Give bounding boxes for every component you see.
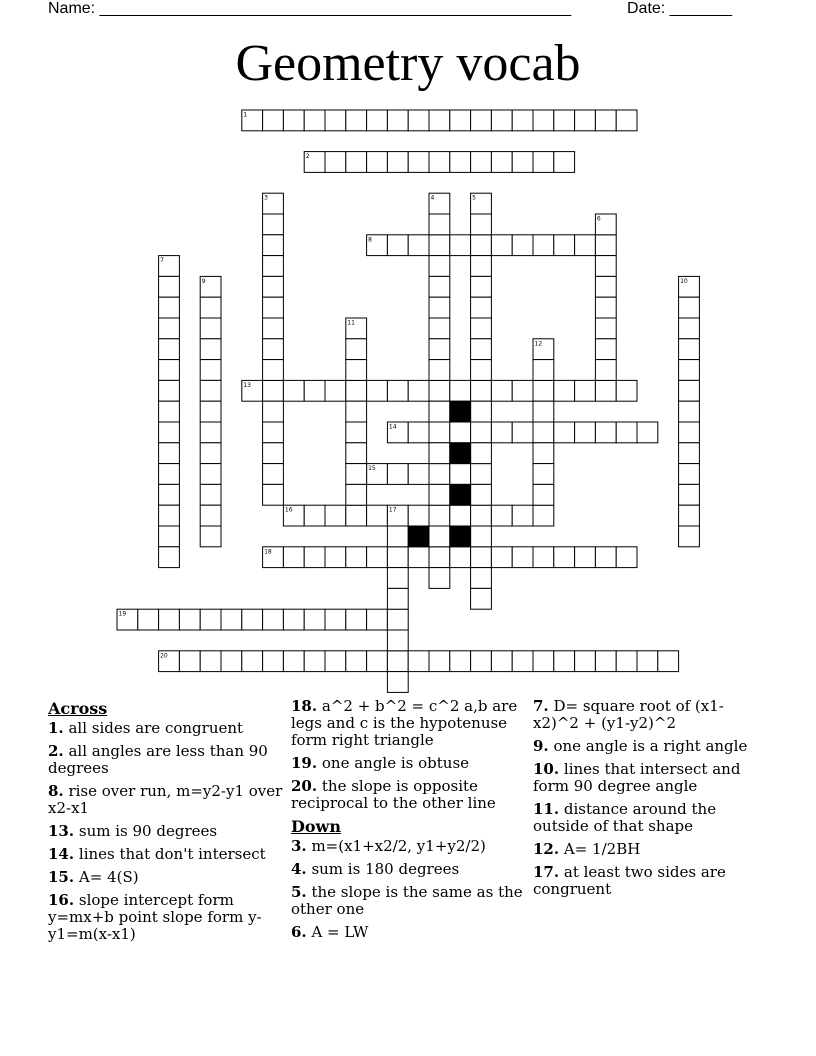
- clue-number-label: 20: [160, 652, 168, 660]
- crossword-cell[interactable]: [200, 484, 221, 505]
- crossword-cell[interactable]: [346, 339, 367, 360]
- crossword-cell[interactable]: [679, 360, 700, 381]
- clue-number-label: 11: [347, 319, 355, 327]
- crossword-cell[interactable]: [512, 547, 533, 568]
- crossword-cell[interactable]: [263, 214, 284, 235]
- crossword-cell[interactable]: [471, 360, 492, 381]
- crossword-cell[interactable]: [679, 484, 700, 505]
- crossword-cell[interactable]: [346, 464, 367, 485]
- crossword-cell[interactable]: [159, 297, 180, 318]
- crossword-cell[interactable]: [263, 401, 284, 422]
- crossword-cell[interactable]: [387, 152, 408, 173]
- crossword-cell[interactable]: [471, 568, 492, 589]
- crossword-cell[interactable]: [263, 380, 284, 401]
- crossword-cell[interactable]: [367, 651, 388, 672]
- clue-across-1: 1. all sides are congruent: [48, 719, 244, 737]
- crossword-cell[interactable]: [263, 256, 284, 277]
- crossword-cell[interactable]: [450, 547, 471, 568]
- crossword-cell[interactable]: [471, 484, 492, 505]
- crossword-cell[interactable]: [200, 422, 221, 443]
- crossword-cell[interactable]: [387, 651, 408, 672]
- crossword-cell[interactable]: [304, 651, 325, 672]
- crossword-cell[interactable]: [429, 297, 450, 318]
- crossword-cell[interactable]: [471, 380, 492, 401]
- crossword-cell[interactable]: [408, 464, 429, 485]
- clue-number-label: 15: [368, 465, 376, 473]
- crossword-cell[interactable]: [595, 422, 616, 443]
- crossword-cell[interactable]: [429, 318, 450, 339]
- crossword-cell[interactable]: [429, 443, 450, 464]
- crossword-cell[interactable]: [554, 651, 575, 672]
- clue-number-label: 12: [534, 340, 543, 348]
- crossword-cell[interactable]: [554, 547, 575, 568]
- crossword-cell[interactable]: [471, 422, 492, 443]
- crossword-cell[interactable]: [263, 464, 284, 485]
- crossword-cell[interactable]: [512, 422, 533, 443]
- crossword-cell[interactable]: [575, 235, 596, 256]
- crossword-cell[interactable]: [283, 547, 304, 568]
- crossword-cell[interactable]: [283, 651, 304, 672]
- clue-across-16: 16. slope intercept form y=mx+b point slope form y-y1=m(x-x1): [48, 891, 262, 943]
- crossword-cell[interactable]: [221, 609, 242, 630]
- crossword-cell[interactable]: [595, 318, 616, 339]
- crossword-cell[interactable]: [221, 651, 242, 672]
- crossword-cell[interactable]: [346, 443, 367, 464]
- crossword-cell[interactable]: [679, 380, 700, 401]
- crossword-cell[interactable]: [471, 547, 492, 568]
- clue-number-label: 7: [160, 257, 164, 265]
- crossword-cell[interactable]: [491, 505, 512, 526]
- crossword-cell[interactable]: [533, 505, 554, 526]
- crossword-cell[interactable]: [387, 609, 408, 630]
- crossword-cell[interactable]: [325, 505, 346, 526]
- crossword-cell[interactable]: [595, 256, 616, 277]
- crossword-cell[interactable]: [471, 339, 492, 360]
- crossword-cell[interactable]: [679, 318, 700, 339]
- crossword-cell[interactable]: [429, 484, 450, 505]
- clue-number-label: 4: [430, 194, 435, 202]
- black-square: [450, 401, 471, 422]
- clue-number-label: 3: [264, 194, 268, 202]
- crossword-cell[interactable]: [367, 110, 388, 131]
- crossword-cell[interactable]: [679, 464, 700, 485]
- crossword-cell[interactable]: [304, 110, 325, 131]
- black-square: [450, 484, 471, 505]
- crossword-cell[interactable]: [512, 505, 533, 526]
- crossword-cell[interactable]: [595, 360, 616, 381]
- crossword-cell[interactable]: [304, 547, 325, 568]
- crossword-cell[interactable]: [429, 568, 450, 589]
- crossword-cell[interactable]: [471, 318, 492, 339]
- crossword-cell[interactable]: [283, 380, 304, 401]
- crossword-cell[interactable]: [575, 380, 596, 401]
- crossword-cell[interactable]: [616, 110, 637, 131]
- crossword-cell[interactable]: [450, 152, 471, 173]
- crossword-cell[interactable]: [429, 339, 450, 360]
- crossword-cell[interactable]: [450, 505, 471, 526]
- crossword-cell[interactable]: [471, 152, 492, 173]
- crossword-cell[interactable]: [387, 380, 408, 401]
- crossword-cell[interactable]: [471, 651, 492, 672]
- crossword-cell[interactable]: [533, 380, 554, 401]
- clue-down-9: 9. one angle is a right angle: [533, 737, 748, 755]
- crossword-cell[interactable]: [429, 505, 450, 526]
- crossword-cell[interactable]: [346, 401, 367, 422]
- crossword-cell[interactable]: [387, 568, 408, 589]
- crossword-cell[interactable]: [595, 297, 616, 318]
- crossword-cell[interactable]: [304, 380, 325, 401]
- crossword-cell[interactable]: [159, 484, 180, 505]
- crossword-cell[interactable]: [200, 297, 221, 318]
- crossword-cell[interactable]: [679, 339, 700, 360]
- crossword-cell[interactable]: [429, 152, 450, 173]
- crossword-cell[interactable]: [387, 464, 408, 485]
- crossword-cell[interactable]: [471, 235, 492, 256]
- crossword-cell[interactable]: [533, 651, 554, 672]
- crossword-cell[interactable]: [616, 651, 637, 672]
- crossword-cell[interactable]: [283, 609, 304, 630]
- crossword-cell[interactable]: [512, 380, 533, 401]
- crossword-cell[interactable]: [595, 339, 616, 360]
- crossword-cell[interactable]: [325, 547, 346, 568]
- crossword-cell[interactable]: [575, 110, 596, 131]
- crossword-cell[interactable]: [346, 360, 367, 381]
- crossword-cell[interactable]: [616, 547, 637, 568]
- crossword-cell[interactable]: [325, 152, 346, 173]
- clue-across-15: 15. A= 4(S): [48, 868, 139, 886]
- crossword-cell[interactable]: [512, 651, 533, 672]
- clue-down-7: 7. D= square root of (x1-x2)^2 + (y1-y2)^2: [533, 697, 724, 732]
- clue-across-8: 8. rise over run, m=y2-y1 over x2-x1: [48, 782, 283, 817]
- clue-across-13: 13. sum is 90 degrees: [48, 822, 218, 840]
- clue-down-4: 4. sum is 180 degrees: [291, 860, 460, 878]
- crossword-cell[interactable]: [679, 422, 700, 443]
- crossword-cell[interactable]: [200, 651, 221, 672]
- clue-number-label: 8: [368, 236, 372, 244]
- black-square: [450, 526, 471, 547]
- crossword-cell[interactable]: [346, 609, 367, 630]
- crossword-cell[interactable]: [429, 422, 450, 443]
- crossword-cell[interactable]: [491, 422, 512, 443]
- crossword-cell[interactable]: [367, 380, 388, 401]
- crossword-cell[interactable]: [471, 526, 492, 547]
- clue-number-label: 2: [305, 153, 310, 161]
- crossword-cell[interactable]: [346, 422, 367, 443]
- crossword-cell[interactable]: [491, 651, 512, 672]
- crossword-cell[interactable]: [679, 443, 700, 464]
- date-field: Date: _______: [627, 0, 732, 17]
- crossword-cell[interactable]: [159, 464, 180, 485]
- crossword-cell[interactable]: [387, 526, 408, 547]
- crossword-cell[interactable]: [616, 380, 637, 401]
- crossword-cell[interactable]: [304, 505, 325, 526]
- crossword-cell[interactable]: [159, 318, 180, 339]
- clue-number-label: 18: [264, 548, 272, 556]
- crossword-cell[interactable]: [679, 526, 700, 547]
- crossword-cell[interactable]: [429, 360, 450, 381]
- crossword-cell[interactable]: [159, 422, 180, 443]
- crossword-cell[interactable]: [429, 526, 450, 547]
- crossword-cell[interactable]: [533, 235, 554, 256]
- black-square: [408, 526, 429, 547]
- clue-number-label: 10: [680, 277, 688, 285]
- crossword-cell[interactable]: [387, 588, 408, 609]
- crossword-cell[interactable]: [471, 464, 492, 485]
- clue-across-14: 14. lines that don't intersect: [48, 845, 266, 863]
- clue-number-label: 17: [388, 506, 397, 514]
- clue-number-label: 13: [243, 381, 251, 389]
- crossword-cell[interactable]: [450, 464, 471, 485]
- crossword-cell[interactable]: [450, 380, 471, 401]
- crossword-cell[interactable]: [595, 235, 616, 256]
- crossword-cell[interactable]: [554, 152, 575, 173]
- clue-across-19: 19. one angle is obtuse: [291, 754, 470, 772]
- crossword-cell[interactable]: [554, 422, 575, 443]
- crossword-cell[interactable]: [179, 651, 200, 672]
- crossword-cell[interactable]: [159, 360, 180, 381]
- crossword-cell[interactable]: [408, 651, 429, 672]
- crossword-cell[interactable]: [346, 484, 367, 505]
- crossword-cell[interactable]: [367, 547, 388, 568]
- crossword-cell[interactable]: [387, 630, 408, 651]
- clue-down-17: 17. at least two sides are congruent: [533, 863, 726, 898]
- crossword-cell[interactable]: [533, 360, 554, 381]
- clue-down-11: 11. distance around the outside of that shape: [533, 800, 717, 835]
- crossword-cell[interactable]: [554, 235, 575, 256]
- crossword-cell[interactable]: [263, 235, 284, 256]
- crossword-cell[interactable]: [575, 422, 596, 443]
- crossword-cell[interactable]: [263, 110, 284, 131]
- crossword-cell[interactable]: [450, 422, 471, 443]
- page-title: Geometry vocab: [235, 35, 581, 92]
- clues-column-3: [533, 698, 769, 904]
- crossword-cell[interactable]: [471, 297, 492, 318]
- crossword-cell[interactable]: [637, 422, 658, 443]
- crossword-cell[interactable]: [263, 609, 284, 630]
- clue-number-label: 19: [118, 610, 127, 618]
- crossword-cell[interactable]: [263, 443, 284, 464]
- crossword-cell[interactable]: [263, 297, 284, 318]
- crossword-cell[interactable]: [138, 609, 159, 630]
- crossword-cell[interactable]: [200, 526, 221, 547]
- crossword-cell[interactable]: [491, 152, 512, 173]
- crossword-cell[interactable]: [179, 609, 200, 630]
- crossword-cell[interactable]: [263, 276, 284, 297]
- crossword-cell[interactable]: [367, 152, 388, 173]
- clue-number-label: 14: [388, 423, 397, 431]
- crossword-cell[interactable]: [658, 651, 679, 672]
- crossword-cell[interactable]: [429, 276, 450, 297]
- clue-number-label: 9: [201, 277, 206, 285]
- clue-number-label: 5: [472, 194, 476, 202]
- crossword-cell[interactable]: [200, 609, 221, 630]
- crossword-cell[interactable]: [471, 214, 492, 235]
- crossword-cell[interactable]: [263, 484, 284, 505]
- crossword-cell[interactable]: [346, 380, 367, 401]
- crossword-cell[interactable]: [679, 505, 700, 526]
- crossword-cell[interactable]: [325, 110, 346, 131]
- crossword-cell[interactable]: [429, 110, 450, 131]
- crossword-cell[interactable]: [200, 360, 221, 381]
- crossword-cell[interactable]: [491, 235, 512, 256]
- crossword-cell[interactable]: [471, 588, 492, 609]
- crossword-cell[interactable]: [408, 547, 429, 568]
- crossword-cell[interactable]: [491, 547, 512, 568]
- crossword-cell[interactable]: [512, 110, 533, 131]
- crossword-cell[interactable]: [533, 401, 554, 422]
- crossword-cell[interactable]: [346, 651, 367, 672]
- name-field: Name: _____________________________________________________: [48, 0, 572, 17]
- crossword-cell[interactable]: [491, 380, 512, 401]
- crossword-cell[interactable]: [595, 380, 616, 401]
- crossword-cell[interactable]: [200, 505, 221, 526]
- black-square: [450, 443, 471, 464]
- clue-down-12: 12. A= 1/2BH: [533, 840, 641, 858]
- crossword-cell[interactable]: [637, 651, 658, 672]
- crossword-cell[interactable]: [200, 401, 221, 422]
- crossword-cell[interactable]: [429, 401, 450, 422]
- crossword-cell[interactable]: [429, 380, 450, 401]
- crossword-cell[interactable]: [159, 401, 180, 422]
- crossword-cell[interactable]: [533, 422, 554, 443]
- crossword-cell[interactable]: [679, 401, 700, 422]
- crossword-cell[interactable]: [533, 152, 554, 173]
- crossword-cell[interactable]: [471, 401, 492, 422]
- crossword-cell[interactable]: [387, 110, 408, 131]
- crossword-cell[interactable]: [408, 235, 429, 256]
- crossword-cell[interactable]: [263, 422, 284, 443]
- crossword-cell[interactable]: [263, 360, 284, 381]
- crossword-cell[interactable]: [471, 110, 492, 131]
- crossword-cell[interactable]: [595, 276, 616, 297]
- crossword-cell[interactable]: [367, 609, 388, 630]
- clue-down-3: 3. m=(x1+x2/2, y1+y2/2): [291, 837, 486, 855]
- crossword-cell[interactable]: [450, 651, 471, 672]
- crossword-cell[interactable]: [408, 380, 429, 401]
- crossword-cell[interactable]: [679, 297, 700, 318]
- crossword-cell[interactable]: [346, 110, 367, 131]
- crossword-cell[interactable]: [346, 547, 367, 568]
- crossword-cell[interactable]: [387, 672, 408, 693]
- clues-column-1: [48, 698, 284, 949]
- clue-across-18: 18. a^2 + b^2 = c^2 a,b are legs and c is the hypotenuse form right triangle: [291, 697, 518, 749]
- crossword-cell[interactable]: [159, 339, 180, 360]
- crossword-cell[interactable]: [325, 609, 346, 630]
- crossword-cell[interactable]: [471, 276, 492, 297]
- crossword-cell[interactable]: [367, 505, 388, 526]
- crossword-cell[interactable]: [200, 318, 221, 339]
- clue-down-5: 5. the slope is the same as the other one: [291, 883, 523, 918]
- clue-number-label: 1: [243, 111, 248, 119]
- crossword-cell[interactable]: [533, 110, 554, 131]
- crossword-cell[interactable]: [325, 380, 346, 401]
- crossword-cell[interactable]: [408, 152, 429, 173]
- crossword-cell[interactable]: [471, 256, 492, 277]
- crossword-cell[interactable]: [159, 276, 180, 297]
- crossword-cell[interactable]: [575, 651, 596, 672]
- clue-number-label: 16: [284, 506, 293, 514]
- crossword-cell[interactable]: [554, 380, 575, 401]
- crossword-cell[interactable]: [429, 547, 450, 568]
- crossword-cell[interactable]: [159, 505, 180, 526]
- crossword-cell[interactable]: [346, 505, 367, 526]
- crossword-cell[interactable]: [159, 526, 180, 547]
- crossword-cell[interactable]: [533, 464, 554, 485]
- crossword-cell[interactable]: [304, 609, 325, 630]
- crossword-cell[interactable]: [512, 235, 533, 256]
- crossword-cell[interactable]: [554, 110, 575, 131]
- crossword-cell[interactable]: [387, 547, 408, 568]
- crossword-cell[interactable]: [429, 214, 450, 235]
- clue-across-2: 2. all angles are less than 90 degrees: [48, 742, 268, 777]
- crossword-cell[interactable]: [575, 547, 596, 568]
- crossword-cell[interactable]: [200, 443, 221, 464]
- crossword-cell[interactable]: [471, 505, 492, 526]
- crossword-cell[interactable]: [471, 443, 492, 464]
- clue-across-20: 20. the slope is opposite reciprocal to the other line: [291, 777, 496, 812]
- crossword-cell[interactable]: [616, 422, 637, 443]
- crossword-cell[interactable]: [242, 651, 263, 672]
- crossword-cell[interactable]: [263, 651, 284, 672]
- down-heading: Down: [291, 817, 341, 836]
- clue-down-10: 10. lines that intersect and form 90 degree angle: [533, 760, 741, 795]
- crossword-cell[interactable]: [595, 110, 616, 131]
- crossword-cell[interactable]: [283, 110, 304, 131]
- crossword-cell[interactable]: [595, 547, 616, 568]
- clues-column-2: [291, 698, 527, 947]
- crossword-cell[interactable]: [325, 651, 346, 672]
- crossword-cell[interactable]: [429, 256, 450, 277]
- crossword-cell[interactable]: [491, 110, 512, 131]
- crossword-cell[interactable]: [595, 651, 616, 672]
- crossword-cell[interactable]: [408, 110, 429, 131]
- crossword-cell[interactable]: [408, 422, 429, 443]
- crossword-cell[interactable]: [200, 339, 221, 360]
- crossword-cell[interactable]: [429, 464, 450, 485]
- clue-number-label: 6: [596, 215, 601, 223]
- crossword-cell[interactable]: [387, 235, 408, 256]
- crossword-cell[interactable]: [200, 380, 221, 401]
- crossword-cell[interactable]: [242, 609, 263, 630]
- crossword-cell[interactable]: [159, 443, 180, 464]
- crossword-cell[interactable]: [263, 318, 284, 339]
- crossword-cell[interactable]: [512, 152, 533, 173]
- crossword-cell[interactable]: [346, 152, 367, 173]
- crossword-cell[interactable]: [159, 547, 180, 568]
- crossword-cell[interactable]: [159, 609, 180, 630]
- crossword-cell[interactable]: [200, 464, 221, 485]
- crossword-cell[interactable]: [429, 235, 450, 256]
- clue-down-6: 6. A = LW: [291, 923, 369, 941]
- crossword-cell[interactable]: [533, 443, 554, 464]
- crossword-cell[interactable]: [533, 484, 554, 505]
- crossword-cell[interactable]: [263, 339, 284, 360]
- crossword-cell[interactable]: [533, 547, 554, 568]
- crossword-cell[interactable]: [159, 380, 180, 401]
- across-heading: Across: [48, 699, 108, 718]
- crossword-cell[interactable]: [450, 110, 471, 131]
- crossword-cell[interactable]: [429, 651, 450, 672]
- crossword-cell[interactable]: [408, 505, 429, 526]
- crossword-cell[interactable]: [450, 235, 471, 256]
